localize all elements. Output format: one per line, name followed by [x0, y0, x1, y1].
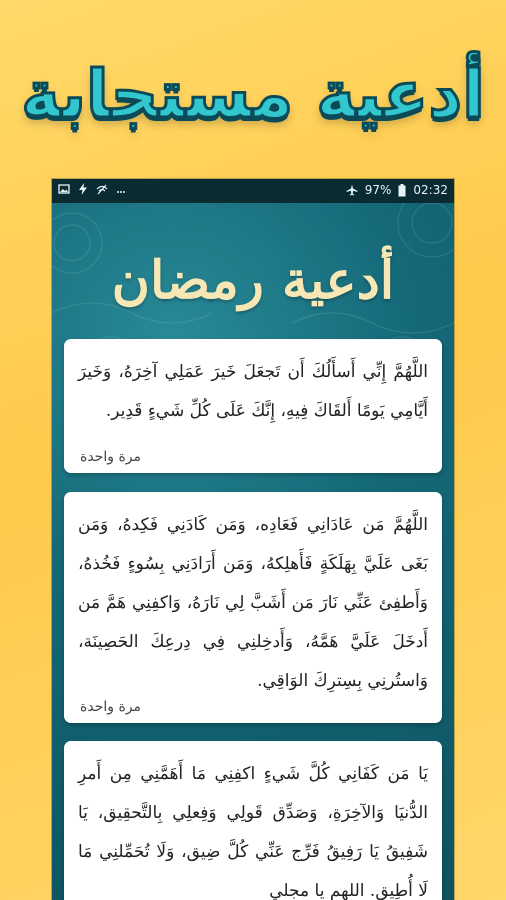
app-title: أدعية رمضان [111, 250, 395, 311]
dua-text: اللَّهُمَّ مَن عَادَانِي فَعَادِه، وَمَن كَادَنِي فَكِدهُ، وَمَن بَغَى عَلَيَّ بِهَلَكَةٍ فَأَهلِكهُ، وَمَن أَرَادَنِي بِسُوءٍ فَخُذهُ، وَأَطفِئ عَنِّي نَارَ مَن أَشَبَّ لِي نَارَهُ، وَاكفِنِي هَمَّ مَن أَدخَلَ عَلَيَّ هَمَّهُ، وَأَدخِلنِي فِي دِرعِكَ الحَصِينَة، وَاستُرنِي بِسِترِكَ الوَاقِي. [78, 515, 428, 691]
status-left-icons [58, 183, 127, 195]
dua-card[interactable] [64, 741, 442, 900]
status-bar [52, 179, 454, 203]
dua-card[interactable] [64, 339, 442, 473]
dua-text: اللَّهُمَّ إِنِّي أَسأَلُكَ أَن تَجعَلَ خَيرَ عَمَلِي آخِرَهُ، وَخَيرَ أَيَّامِي يَومًا أَلقَاكَ فِيهِ، إِنَّكَ عَلَى كُلِّ شَيءٍ قَدِير. [78, 362, 428, 421]
dua-text: يَا مَن كَفَانِي كُلَّ شَيءٍ اكفِنِي مَا أَهَمَّنِي مِن أَمرِ الدُّنيَا وَالآخِرَةِ، وَصَدِّق قَولِي وَفِعلِي بِالتَّحقِيق، يَا شَفِيقُ يَا رَفِيقُ فَرِّج عَنِّي كُلَّ ضِيق، وَلَا تُحَمِّلنِي مَا لَا أُطِيق. اللهم يا مجلي [78, 764, 428, 900]
app-content[interactable] [52, 203, 454, 900]
more-icon [115, 183, 127, 195]
dua-card[interactable] [64, 492, 442, 723]
battery-percent: 97% [364, 183, 392, 197]
flash-icon [77, 183, 89, 195]
battery-icon [398, 184, 406, 197]
no-signal-icon [96, 183, 108, 195]
status-right [346, 183, 448, 197]
repeat-count: مرة واحدة [80, 449, 141, 465]
airplane-mode-icon [346, 184, 358, 196]
repeat-count: مرة واحدة [80, 699, 141, 715]
image-icon [58, 183, 70, 195]
phone-screen [52, 179, 454, 900]
promo-title: أدعية مستجابة [21, 56, 485, 133]
clock: 02:32 [413, 183, 448, 197]
